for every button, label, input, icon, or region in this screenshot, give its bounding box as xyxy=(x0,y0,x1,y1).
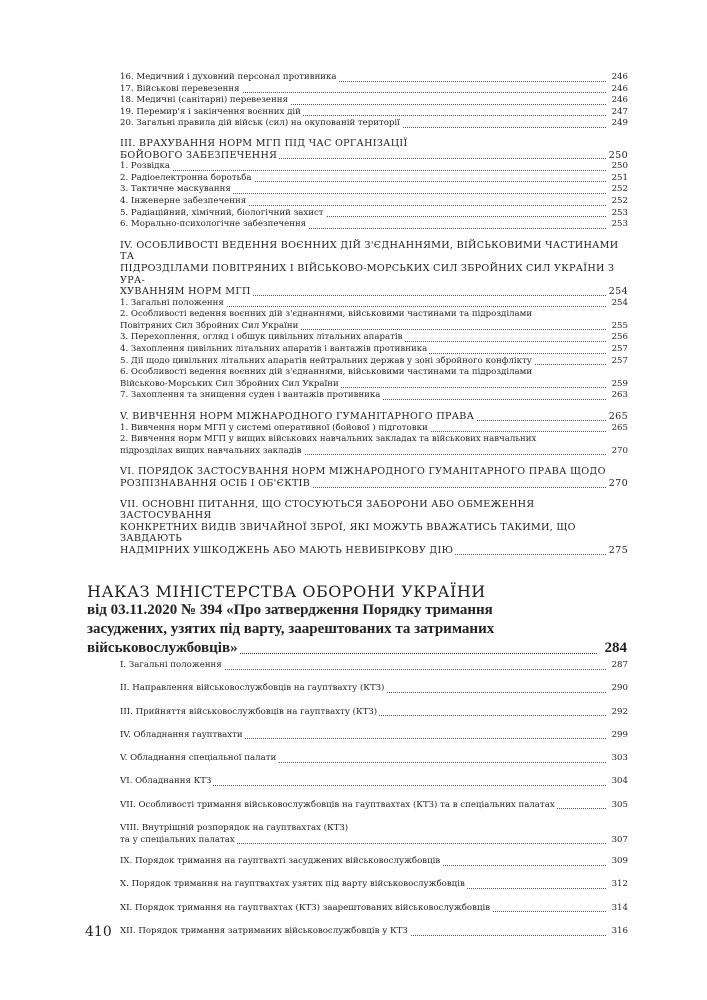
toc-entry[interactable]: 1. Загальні положення 254 xyxy=(120,297,628,308)
toc-entry[interactable]: 16. Медичний і духовний персонал противника 246 xyxy=(120,72,628,82)
page-ref: 247 xyxy=(611,106,628,117)
toc-entry[interactable]: 2. Радіоелектронна боротьба 251 xyxy=(120,172,628,183)
page-ref: 246 xyxy=(611,72,628,82)
toc-entry[interactable]: 2. Вивчення норм МГП у вищих військових навчальних закладах та військових навчальних підрозділах вищих навчальних закладів 270 xyxy=(120,434,628,456)
page-ref: 249 xyxy=(611,118,628,129)
toc-entry[interactable]: 3. Перехоплення, огляд і обшук цивільних літальних апаратів 256 xyxy=(120,332,628,343)
section-heading[interactable]: III. ВРАХУВАННЯ НОРМ МГП ПІД ЧАС ОРГАНІЗАЦІЇ БОЙОВОГО ЗАБЕЗПЕЧЕННЯ 250 xyxy=(120,137,628,161)
toc-entry[interactable]: XI. Порядок тримання на гауптвахтах (КТЗ) заарештованих військовослужбовців 314 xyxy=(120,902,628,913)
order-title: НАКАЗ МІНІСТЕРСТВА ОБОРОНИ УКРАЇНИ xyxy=(87,582,486,601)
toc-entry[interactable]: 5. Радіаційний, хімічний, біологічний захист 253 xyxy=(120,207,628,218)
page-ref: 284 xyxy=(604,640,627,656)
page-ref: 254 xyxy=(608,286,628,298)
toc-entry[interactable]: VI. Обладнання КТЗ 304 xyxy=(120,776,628,787)
page-number: 410 xyxy=(85,924,112,940)
toc-entry[interactable]: X. Порядок тримання на гауптвахтах узятих під варту військовослужбовців 312 xyxy=(120,879,628,890)
toc-entry[interactable]: 18. Медичні (санітарні) перевезення 246 xyxy=(120,95,628,106)
page-ref: 265 xyxy=(608,411,628,423)
toc-entry[interactable]: XII. Порядок тримання затриманих військовослужбовців у КТЗ 316 xyxy=(120,926,628,936)
toc-entry[interactable]: 3. Тактичне маскування 252 xyxy=(120,184,628,195)
toc-entry[interactable]: III. Прийняття військовослужбовців на гауптвахту (КТЗ) 292 xyxy=(120,706,628,717)
toc-entry[interactable]: 1. Вивчення норм МГП у системі оперативної (бойової ) підготовки 265 xyxy=(120,422,628,433)
page-ref: 275 xyxy=(608,544,628,556)
toc-top xyxy=(120,72,628,557)
toc-entry[interactable]: 5. Дії щодо цивільних літальних апаратів нейтральних держав у зоні збройного конфлікту 257 xyxy=(120,355,628,366)
toc-entry[interactable]: VII. Особливості тримання військовослужбовців на гауптвахтах (КТЗ) та в спеціальних палатах 305 xyxy=(120,799,628,810)
toc-entry[interactable]: 4. Захоплення цивільних літальних апаратів і вантажів противника 257 xyxy=(120,344,628,355)
toc-entry[interactable]: IV. Обладнання гауптвахти 299 xyxy=(120,729,628,740)
toc-entry[interactable]: VIII. Внутрішній розпорядок на гауптвахтах (КТЗ) та у спеціальних палатах 307 xyxy=(120,822,628,845)
section-heading[interactable]: VII. ОСНОВНІ ПИТАННЯ, ЩО СТОСУЮТЬСЯ ЗАБОРОНИ АБО ОБМЕЖЕННЯ ЗАСТОСУВАННЯ КОНКРЕТНИХ ВИДІВ ЗВИЧАЙНОЇ ЗБРОЇ, ЯКІ МОЖУТЬ ВВАЖАТИСЬ ТАКИМИ, ЩО ЗАВДАЮТЬ НАДМІРНИХ УШКОДЖЕНЬ АБО МАЮТЬ НЕВИБІРКОВУ ДІЮ 275 xyxy=(120,498,628,556)
order-description[interactable]: від 03.11.2020 № 394 «Про затвердження Порядку тримання засуджених, узятих під варту, заарештованих та затриманих військовослужбовців» 284 xyxy=(87,602,627,656)
section-heading[interactable]: V. ВИВЧЕННЯ НОРМ МІЖНАРОДНОГО ГУМАНІТАРНОГО ПРАВА 265 xyxy=(120,411,628,423)
toc-entry[interactable]: 19. Перемир'я і закінчення воєнних дій 247 xyxy=(120,106,628,117)
page-ref: 246 xyxy=(611,83,628,94)
toc-entry[interactable]: IX. Порядок тримання на гауптвахті засуджених військовослужбовців 309 xyxy=(120,856,628,867)
toc-entry[interactable]: 2. Особливості ведення воєнних дій з'єднаннями, військовими частинами та підрозділами Повітряних Сил Збройних Сил України 255 xyxy=(120,309,628,331)
toc-entry[interactable]: V. Обладнання спеціальної палати 303 xyxy=(120,753,628,764)
toc-entry[interactable]: 17. Військові перевезення 246 xyxy=(120,83,628,94)
toc-entry[interactable]: 20. Загальні правила дій військ (сил) на окупованій території 249 xyxy=(120,118,628,129)
section-heading[interactable]: IV. ОСОБЛИВОСТІ ВЕДЕННЯ ВОЄННИХ ДІЙ З'ЄДНАННЯМИ, ВІЙСЬКОВИМИ ЧАСТИНАМИ ТА ПІДРОЗДІЛАМИ ПОВІТРЯНИХ І ВІЙСЬКОВО-МОРСЬКИХ СИЛ ЗБРОЙНИХ СИЛ УКРАЇНИ З УРА- ХУВАННЯМ НОРМ МГП 254 xyxy=(120,239,628,298)
toc-entry[interactable]: 6. Морально-психологічне забезпечення 253 xyxy=(120,219,628,230)
toc-entry[interactable]: 1. Розвідка 250 xyxy=(120,161,628,172)
toc-entry[interactable]: 6. Особливості ведення воєнних дій з'єднаннями, військовими частинами та підрозділами Військово-Морських Сил Збройних Сил України 259 xyxy=(120,367,628,389)
order-toc xyxy=(120,660,628,949)
section-heading[interactable]: VI. ПОРЯДОК ЗАСТОСУВАННЯ НОРМ МІЖНАРОДНОГО ГУМАНІТАРНОГО ПРАВА ЩОДО РОЗПІЗНАВАННЯ ОСІБ І ОБ'ЄКТІВ 270 xyxy=(120,466,628,489)
page-ref: 270 xyxy=(608,478,628,489)
page-ref: 246 xyxy=(611,95,628,106)
toc-entry[interactable]: II. Направлення військовослужбовців на гауптвахту (КТЗ) 290 xyxy=(120,683,628,694)
toc-entry[interactable]: 4. Інженерне забезпечення 252 xyxy=(120,195,628,206)
order-heading xyxy=(87,582,627,658)
toc-entry[interactable]: I. Загальні положення 287 xyxy=(120,660,628,670)
toc-entry[interactable]: 7. Захоплення та знищення суден і вантажів противника 263 xyxy=(120,390,628,401)
page-ref: 250 xyxy=(608,149,628,161)
